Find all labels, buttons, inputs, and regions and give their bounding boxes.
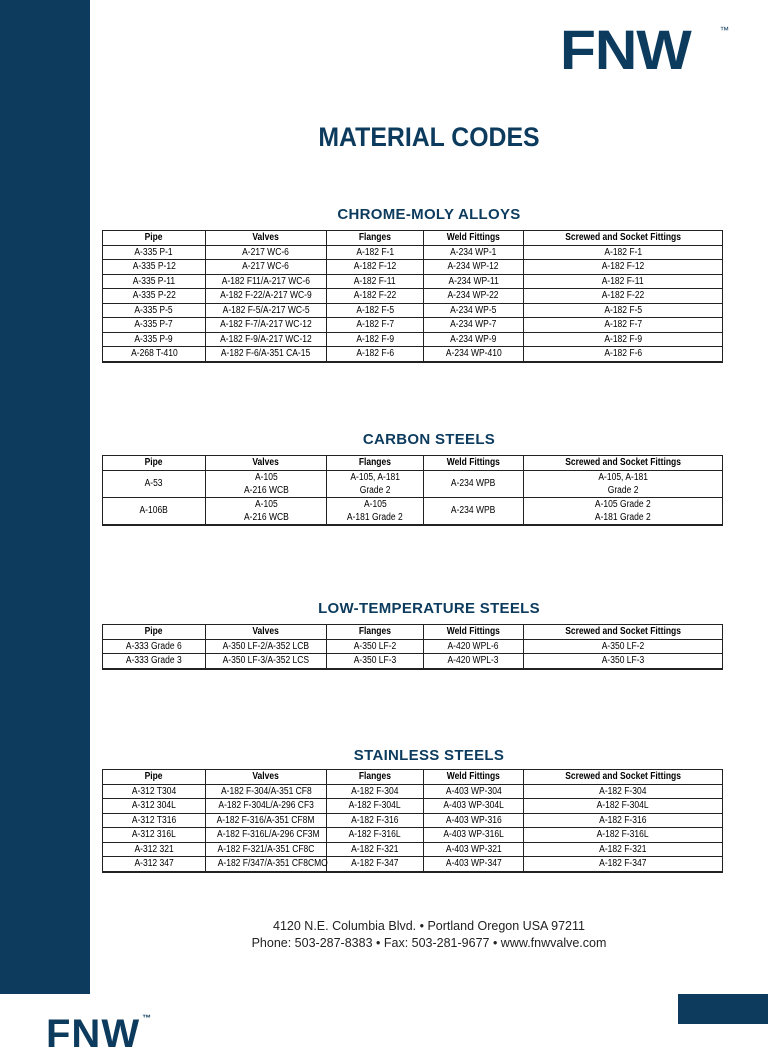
table-cell: A-182 F-1 xyxy=(524,245,723,260)
bottom-right-band xyxy=(678,994,768,1024)
table-cell: A-182 F-9/A-217 WC-12 xyxy=(206,332,327,347)
table-row xyxy=(103,639,723,654)
table-cell: A-350 LF-3/A-352 LCS xyxy=(206,654,327,669)
table-cell: A-182 F-5/A-217 WC-5 xyxy=(206,303,327,318)
table-cell: A-335 P-7 xyxy=(103,318,206,333)
table-cell: A-182 F-6 xyxy=(327,347,424,362)
section-title-stainless: STAINLESS STEELS xyxy=(353,747,505,764)
table-cell: A-182 F-11 xyxy=(524,274,723,289)
table-cell: A-182 F-12 xyxy=(327,260,424,275)
column-header: Flanges xyxy=(327,770,424,785)
chrome-moly-table xyxy=(102,230,723,363)
table-cell: A-420 WPL-3 xyxy=(424,654,524,669)
table-cell: A-182 F-316L xyxy=(524,828,723,843)
table-cell: A-182 F-9 xyxy=(524,332,723,347)
table-cell: A-234 WP-1 xyxy=(424,245,524,260)
table-cell: A-234 WPB xyxy=(424,470,524,497)
section-title-low-temperature: LOW-TEMPERATURE STEELS xyxy=(318,600,540,617)
table-cell: A-234 WP-7 xyxy=(424,318,524,333)
table-cell: A-105, A-181 Grade 2 xyxy=(524,470,723,497)
column-header: Valves xyxy=(206,456,327,471)
bottom-fnw-logo: FNW ™ xyxy=(46,1012,153,1056)
table-cell: A-312 304L xyxy=(103,799,206,814)
table-cell: A-182 F-316/A-351 CF8M xyxy=(206,813,327,828)
table-row xyxy=(103,654,723,669)
table-row xyxy=(103,347,723,362)
table-row xyxy=(103,497,723,525)
table-cell: A-312 316L xyxy=(103,828,206,843)
table-cell: A-182 F-347 xyxy=(524,857,723,872)
table-cell: A-335 P-5 xyxy=(103,303,206,318)
column-header: Pipe xyxy=(103,770,206,785)
table-cell: A-182 F-6/A-351 CA-15 xyxy=(206,347,327,362)
table-cell: A-403 WP-316L xyxy=(424,828,524,843)
table-row xyxy=(103,799,723,814)
table-cell: A-182 F-9 xyxy=(327,332,424,347)
table-row xyxy=(103,470,723,497)
table-row xyxy=(103,784,723,799)
table-cell: A-350 LF-3 xyxy=(327,654,424,669)
table-row xyxy=(103,857,723,872)
table-cell: A-403 WP-347 xyxy=(424,857,524,872)
table-header-row xyxy=(103,770,723,785)
section-title-carbon-steels: CARBON STEELS xyxy=(362,431,496,448)
table-cell: A-105, A-181 Grade 2 xyxy=(327,470,424,497)
table-row xyxy=(103,318,723,333)
table-cell: A-420 WPL-6 xyxy=(424,639,524,654)
table-cell: A-105 A-216 WCB xyxy=(206,470,327,497)
stainless-steels-table xyxy=(102,769,723,873)
table-cell: A-182 F-304 xyxy=(524,784,723,799)
table-cell: A-312 T316 xyxy=(103,813,206,828)
table-cell: A-105 Grade 2 A-181 Grade 2 xyxy=(524,497,723,525)
table-row xyxy=(103,260,723,275)
table-header-row xyxy=(103,625,723,640)
column-header: Screwed and Socket Fittings xyxy=(524,770,723,785)
table-cell: A-182 F-347 xyxy=(327,857,424,872)
table-cell: A-312 321 xyxy=(103,842,206,857)
column-header: Valves xyxy=(206,770,327,785)
table-cell: A-182 F-1 xyxy=(327,245,424,260)
column-header: Flanges xyxy=(327,231,424,246)
table-cell: A-234 WP-9 xyxy=(424,332,524,347)
table-header-row xyxy=(103,231,723,246)
table-cell: A-182 F-316 xyxy=(327,813,424,828)
table-row xyxy=(103,289,723,304)
table-cell: A-403 WP-316 xyxy=(424,813,524,828)
column-header: Weld Fittings xyxy=(424,456,524,471)
table-cell: A-182 F-7 xyxy=(327,318,424,333)
table-cell: A-53 xyxy=(103,470,206,497)
table-cell: A-182 F-321 xyxy=(327,842,424,857)
table-row xyxy=(103,303,723,318)
table-cell: A-234 WPB xyxy=(424,497,524,525)
column-header: Pipe xyxy=(103,231,206,246)
low-temperature-table xyxy=(102,624,723,670)
table-cell: A-182 F-7/A-217 WC-12 xyxy=(206,318,327,333)
table-cell: A-182 F-7 xyxy=(524,318,723,333)
table-cell: A-182 F-316 xyxy=(524,813,723,828)
table-cell: A-182 F-304/A-351 CF8 xyxy=(206,784,327,799)
table-row xyxy=(103,332,723,347)
table-cell: A-335 P-9 xyxy=(103,332,206,347)
table-cell: A-217 WC-6 xyxy=(206,245,327,260)
table-cell: A-182 F-6 xyxy=(524,347,723,362)
table-cell: A-182 F-304L xyxy=(327,799,424,814)
column-header: Valves xyxy=(206,231,327,246)
table-cell: A-182 F-11 xyxy=(327,274,424,289)
table-cell: A-335 P-22 xyxy=(103,289,206,304)
table-cell: A-403 WP-321 xyxy=(424,842,524,857)
table-cell: A-335 P-1 xyxy=(103,245,206,260)
table-cell: A-234 WP-11 xyxy=(424,274,524,289)
table-row xyxy=(103,813,723,828)
table-cell: A-350 LF-2/A-352 LCB xyxy=(206,639,327,654)
table-cell: A-182 F-5 xyxy=(524,303,723,318)
table-cell: A-350 LF-2 xyxy=(327,639,424,654)
table-header-row xyxy=(103,456,723,471)
page-title: MATERIAL CODES xyxy=(318,122,540,152)
table-cell: A-182 F-22/A-217 WC-9 xyxy=(206,289,327,304)
table-cell: A-182 F-304 xyxy=(327,784,424,799)
table-row xyxy=(103,274,723,289)
table-cell: A-182 F-316L xyxy=(327,828,424,843)
table-cell: A-182 F-5 xyxy=(327,303,424,318)
table-cell: A-350 LF-2 xyxy=(524,639,723,654)
section-title-chrome-moly: CHROME-MOLY ALLOYS xyxy=(337,206,521,223)
table-cell: A-182 F-12 xyxy=(524,260,723,275)
table-cell: A-182 F-316L/A-296 CF3M xyxy=(206,828,327,843)
table-cell: A-182 F-321/A-351 CF8C xyxy=(206,842,327,857)
table-cell: A-312 T304 xyxy=(103,784,206,799)
table-cell: A-403 WP-304 xyxy=(424,784,524,799)
table-cell: A-182 F11/A-217 WC-6 xyxy=(206,274,327,289)
table-cell: A-403 WP-304L xyxy=(424,799,524,814)
column-header: Screwed and Socket Fittings xyxy=(524,231,723,246)
table-cell: A-335 P-12 xyxy=(103,260,206,275)
table-row xyxy=(103,828,723,843)
column-header: Pipe xyxy=(103,456,206,471)
table-cell: A-234 WP-5 xyxy=(424,303,524,318)
table-cell: A-234 WP-12 xyxy=(424,260,524,275)
table-cell: A-268 T-410 xyxy=(103,347,206,362)
table-cell: A-333 Grade 6 xyxy=(103,639,206,654)
table-cell: A-105 A-216 WCB xyxy=(206,497,327,525)
table-cell: A-217 WC-6 xyxy=(206,260,327,275)
column-header: Screwed and Socket Fittings xyxy=(524,625,723,640)
column-header: Weld Fittings xyxy=(424,625,524,640)
column-header: Weld Fittings xyxy=(424,770,524,785)
column-header: Flanges xyxy=(327,625,424,640)
table-row xyxy=(103,842,723,857)
table-cell: A-182 F-22 xyxy=(327,289,424,304)
fnw-logo: FNW ™ xyxy=(560,18,730,81)
table-cell: A-335 P-11 xyxy=(103,274,206,289)
footer-contact: Phone: 503-287-8383 • Fax: 503-281-9677 • www.fnwvalve.com xyxy=(251,936,607,950)
column-header: Flanges xyxy=(327,456,424,471)
table-cell: A-182 F-304L/A-296 CF3 xyxy=(206,799,327,814)
table-cell: A-234 WP-22 xyxy=(424,289,524,304)
table-cell: A-182 F-22 xyxy=(524,289,723,304)
column-header: Screwed and Socket Fittings xyxy=(524,456,723,471)
left-sidebar-band xyxy=(0,0,90,994)
table-cell: A-106B xyxy=(103,497,206,525)
table-cell: A-350 LF-3 xyxy=(524,654,723,669)
table-cell: A-333 Grade 3 xyxy=(103,654,206,669)
table-cell: A-182 F/347/A-351 CF8CMO xyxy=(206,857,327,872)
footer-address: 4120 N.E. Columbia Blvd. • Portland Oregon USA 97211 xyxy=(273,919,585,933)
table-cell: A-234 WP-410 xyxy=(424,347,524,362)
column-header: Weld Fittings xyxy=(424,231,524,246)
table-cell: A-312 347 xyxy=(103,857,206,872)
column-header: Valves xyxy=(206,625,327,640)
carbon-steels-table xyxy=(102,455,723,526)
table-cell: A-105 A-181 Grade 2 xyxy=(327,497,424,525)
table-row xyxy=(103,245,723,260)
column-header: Pipe xyxy=(103,625,206,640)
table-cell: A-182 F-321 xyxy=(524,842,723,857)
table-cell: A-182 F-304L xyxy=(524,799,723,814)
